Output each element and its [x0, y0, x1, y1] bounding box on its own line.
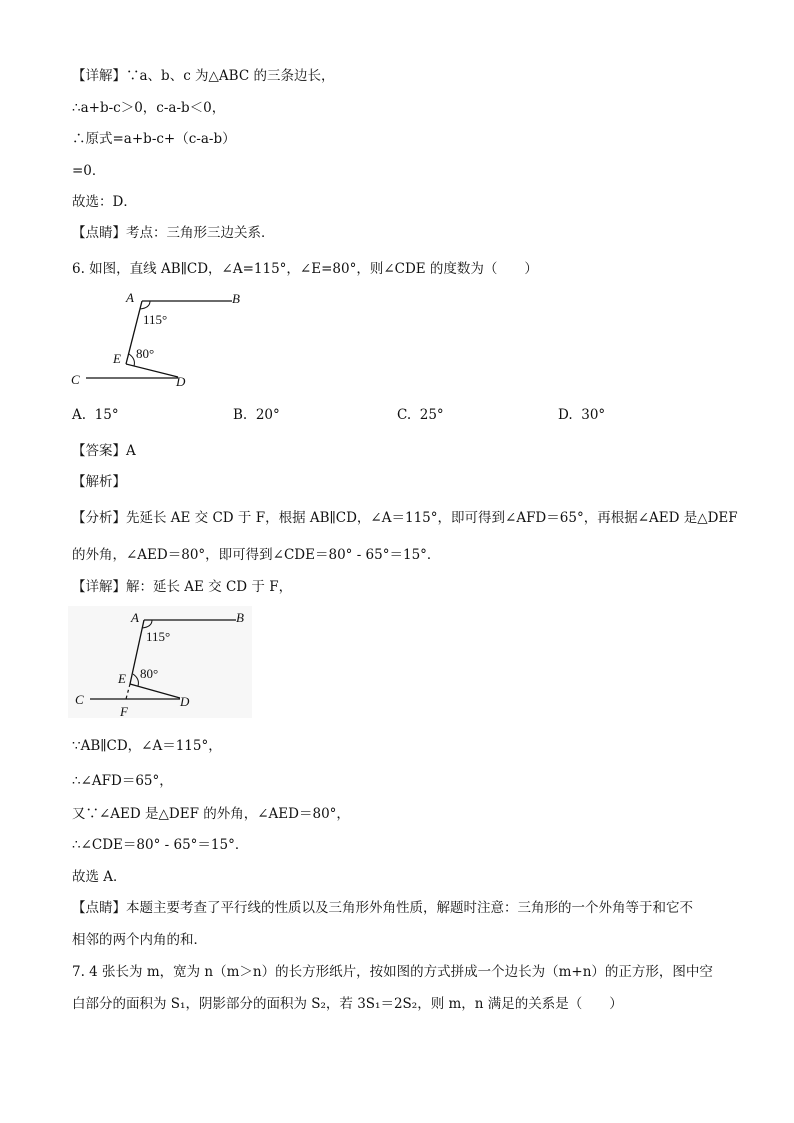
solution-step: ∴∠AFD＝65°， [72, 773, 173, 789]
choice-a [72, 405, 119, 425]
choice-c [397, 405, 444, 425]
step-line: ∴原式=a+b-c+（c-a-b） [72, 131, 236, 147]
choice-value: 20° [255, 407, 280, 423]
analysis-header: 【解析】 [72, 474, 126, 490]
question-7: 白部分的面积为 S₁，阴影部分的面积为 S₂，若 3S₁＝2S₂，则 m，n 满足的关系是（ ） [72, 996, 623, 1012]
geometry-figure-q6 [66, 286, 266, 394]
choice-value: 15° [94, 407, 119, 423]
choice-letter: D. [558, 407, 573, 423]
label-a: A [126, 290, 134, 305]
solution-step: ∴∠CDE＝80° - 65°＝15°． [72, 837, 249, 853]
angle-e-value: 80° [140, 666, 159, 681]
label-d: D [176, 374, 186, 389]
angle-a-value: 115° [146, 629, 171, 644]
label-c: C [75, 692, 84, 707]
conclusion-line: 故选 A． [72, 869, 127, 885]
choice-value: 30° [581, 407, 606, 423]
label-c: C [71, 372, 80, 387]
answer-line: 【答案】A [72, 443, 136, 459]
solution-step: ∵AB∥CD，∠A＝115°， [72, 738, 222, 754]
choice-letter: C. [397, 407, 412, 423]
comment-line: 【点睛】考点：三角形三边关系． [72, 225, 275, 241]
choice-value: 25° [419, 407, 444, 423]
conclusion-line: 故选：D． [72, 194, 137, 210]
choice-letter: A. [72, 407, 87, 423]
angle-e-arc [129, 354, 134, 366]
question-7: 7. 4 张长为 m，宽为 n（m＞n）的长方形纸片，按如图的方式拼成一个边长为（m+n）的正方形，图中空 [72, 964, 713, 980]
label-a: A [131, 610, 139, 625]
comment-line: 相邻的两个内角的和． [72, 932, 207, 948]
label-e: E [118, 671, 126, 686]
choice-letter: B. [233, 407, 248, 423]
label-e: E [113, 351, 121, 366]
analysis-line: 的外角，∠AED＝80°，即可得到∠CDE＝80° - 65°＝15°． [72, 547, 441, 563]
step-line: =0． [72, 163, 106, 179]
solution-step: 又∵∠AED 是△DEF 的外角，∠AED＝80°， [72, 806, 350, 822]
analysis-line: 【分析】先延长 AE 交 CD 于 F，根据 AB∥CD，∠A＝115°，即可得到∠AFD＝65°，再根据∠AED 是△DEF [72, 510, 738, 526]
line-ed [126, 364, 178, 377]
angle-e-value: 80° [136, 346, 155, 361]
choice-d [558, 405, 605, 425]
choice-b [233, 405, 280, 425]
geometry-figure-solution [68, 606, 252, 718]
label-b: B [232, 291, 240, 306]
label-d: D [180, 694, 190, 709]
label-f: F [120, 704, 128, 718]
detail-line: 【详解】解：延长 AE 交 CD 于 F， [72, 579, 293, 595]
label-b: B [236, 610, 244, 625]
question-6: 6. 如图，直线 AB∥CD，∠A=115°，∠E=80°，则∠CDE 的度数为（ ） [72, 261, 538, 277]
detail-line: 【详解】∵a、b、c 为△ABC 的三条边长， [72, 68, 335, 84]
step-line: ∴a+b-c＞0，c-a-b＜0， [72, 100, 226, 116]
angle-a-value: 115° [143, 312, 168, 327]
comment-line: 【点睛】本题主要考查了平行线的性质以及三角形外角性质，解题时注意：三角形的一个外角等于和它不 [72, 900, 693, 916]
